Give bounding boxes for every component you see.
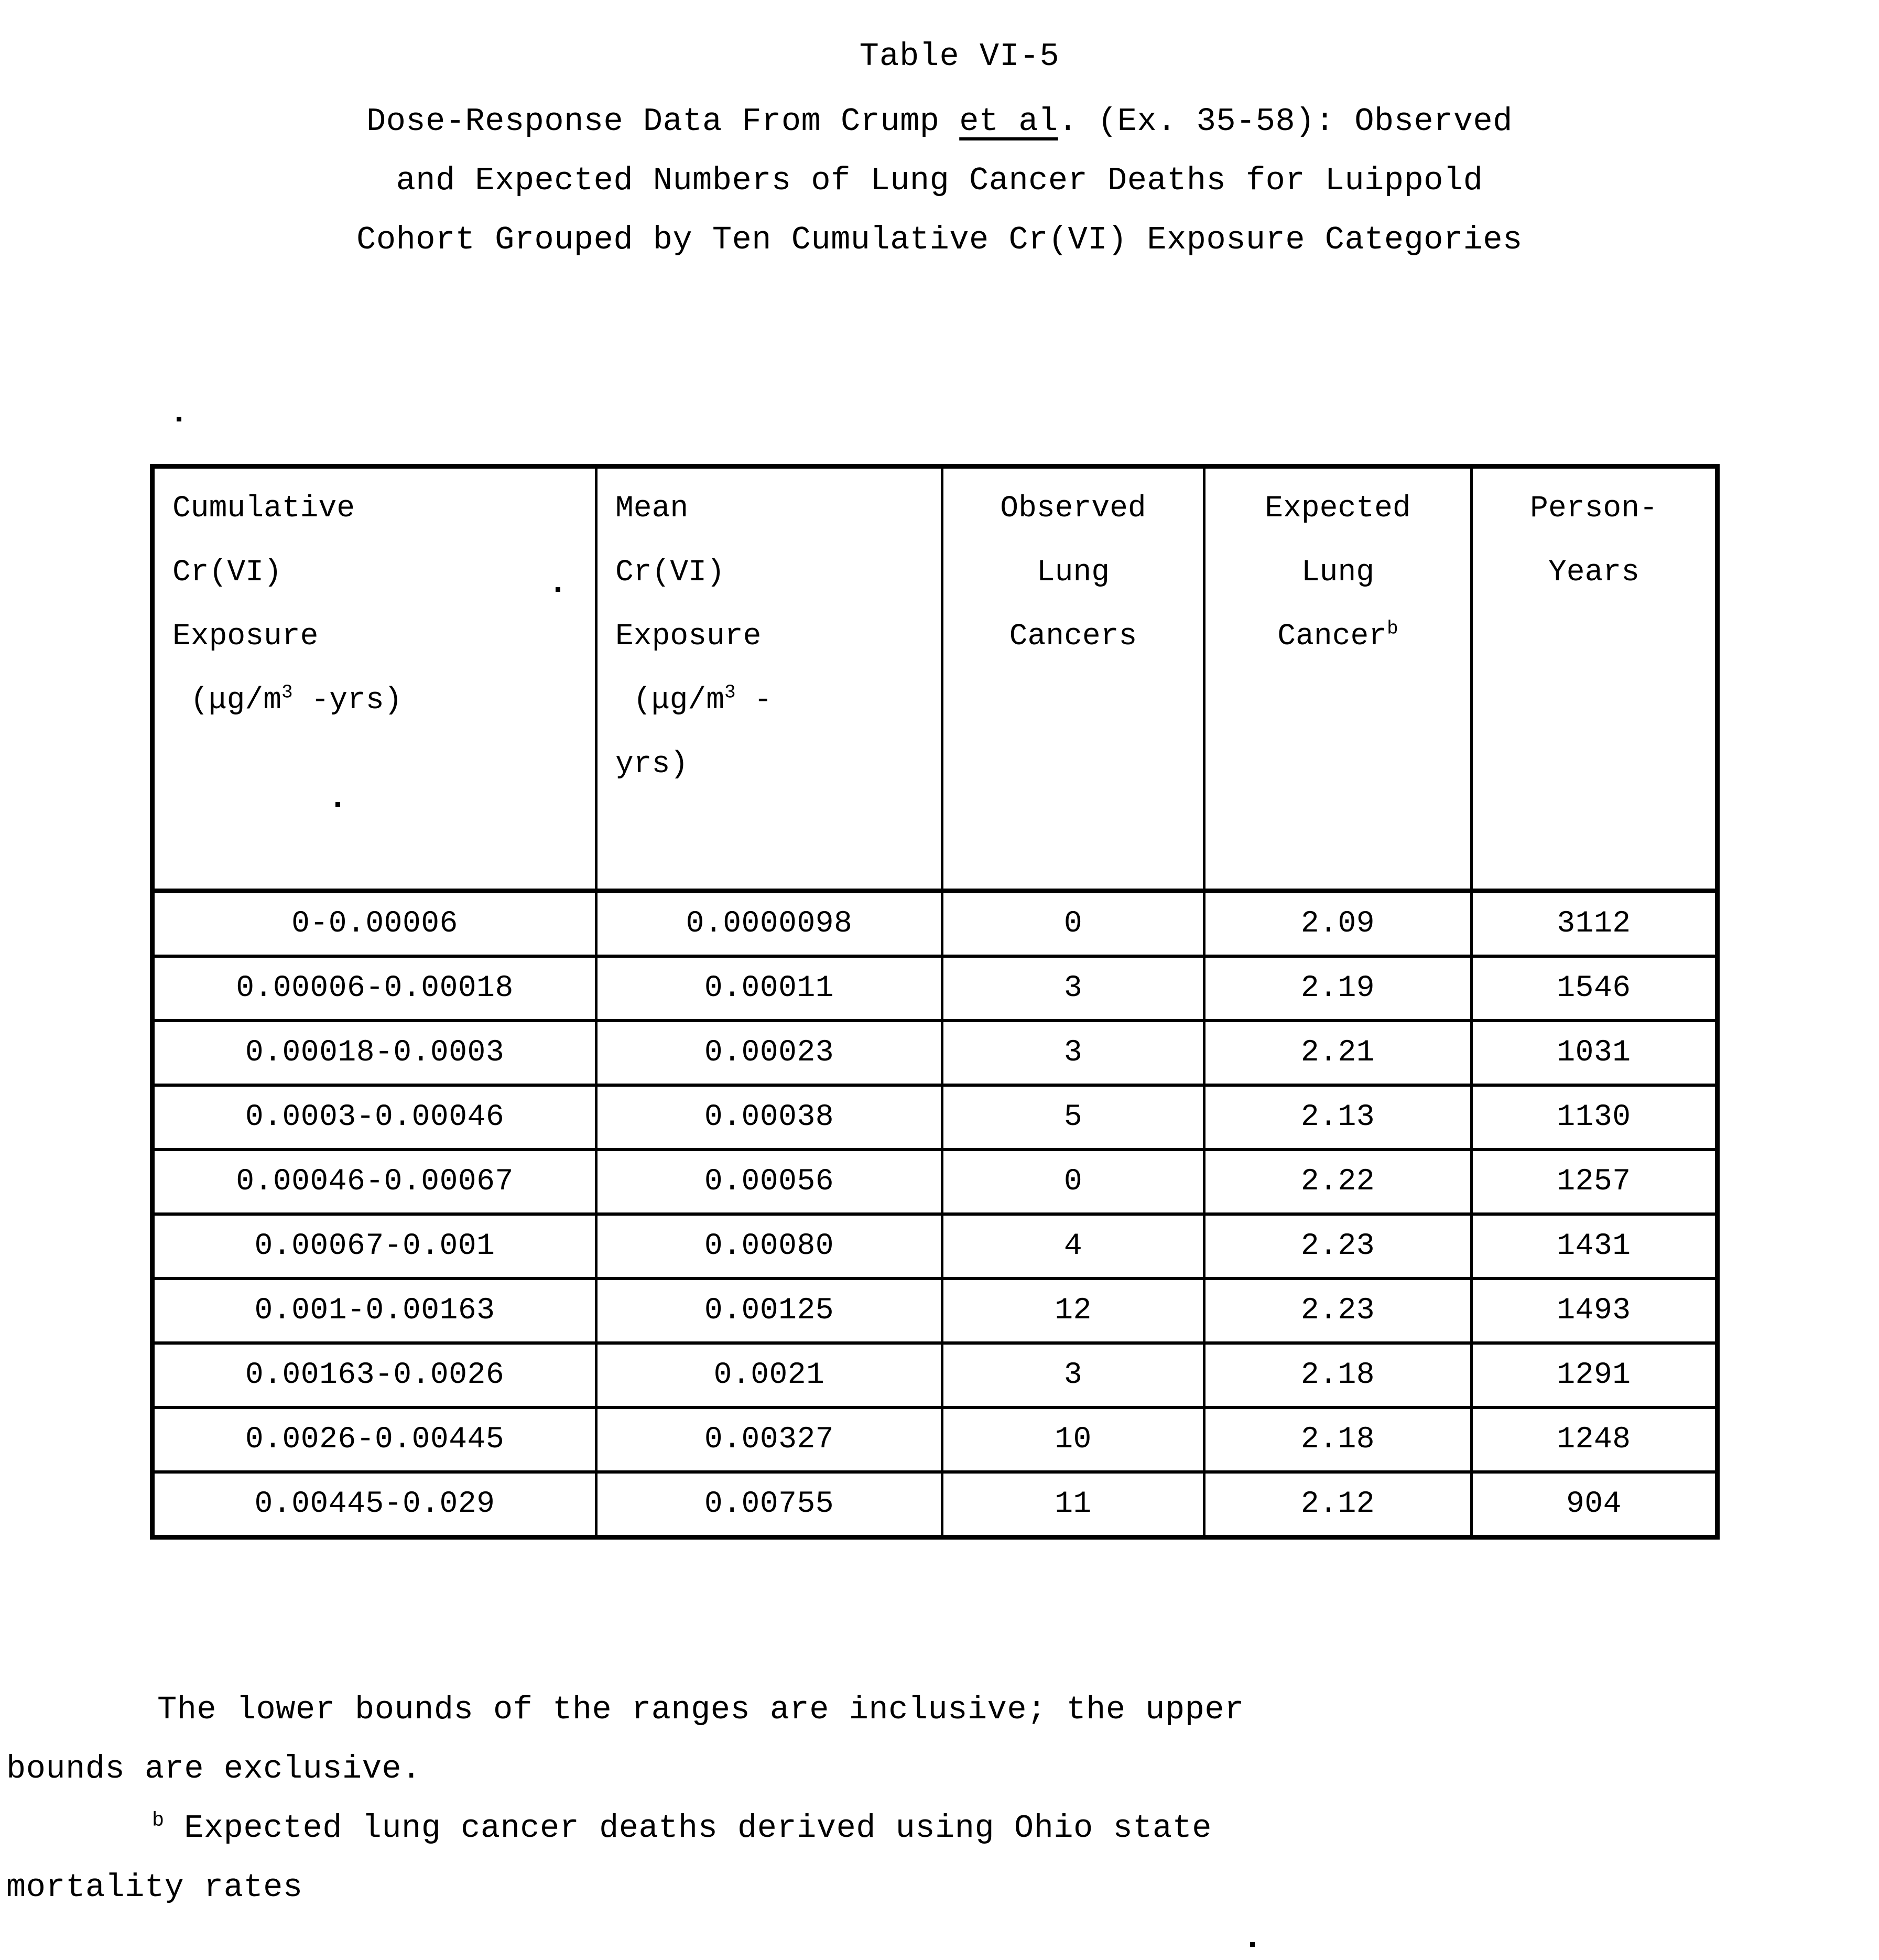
cell-mean-exposure: 0.00080 (596, 1214, 942, 1279)
header-line: Expected (1265, 492, 1411, 526)
cell-expected: 2.12 (1204, 1472, 1472, 1537)
table-row (153, 891, 1718, 957)
cell-expected: 2.21 (1204, 1021, 1472, 1085)
cell-person-years: 1257 (1472, 1150, 1718, 1214)
cell-mean-exposure: 0.00038 (596, 1085, 942, 1150)
cell-observed: 3 (942, 1021, 1204, 1085)
footnote-b-line-2: mortality rates (6, 1869, 303, 1906)
cell-observed: 0 (942, 891, 1204, 957)
footnote-marker-b: b (1387, 618, 1398, 640)
caption-line-1 (0, 92, 1879, 151)
footnote-marker-b: b (152, 1809, 165, 1832)
cell-expected: 2.09 (1204, 891, 1472, 957)
cell-person-years: 1546 (1472, 956, 1718, 1021)
scan-speck (1250, 1942, 1255, 1947)
cell-cumulative-exposure: 0.00046-0.00067 (153, 1150, 596, 1214)
cell-mean-exposure: 0.0021 (596, 1343, 942, 1407)
table-header-row (153, 467, 1718, 891)
cell-person-years: 1291 (1472, 1343, 1718, 1407)
cell-observed: 11 (942, 1472, 1204, 1537)
cell-expected: 2.23 (1204, 1279, 1472, 1343)
table-row (153, 1214, 1718, 1279)
cell-person-years: 904 (1472, 1472, 1718, 1537)
header-line: Cr(VI) (615, 556, 725, 590)
column-header-cumulative-exposure (153, 467, 596, 891)
units-prefix: (μg/m (190, 684, 282, 718)
cell-mean-exposure: 0.00755 (596, 1472, 942, 1537)
page-title (0, 3, 1879, 74)
header-line: Cumulative (172, 492, 355, 526)
cell-observed: 3 (942, 1343, 1204, 1407)
table-row (153, 956, 1718, 1021)
column-header-mean-exposure (596, 467, 942, 891)
header-line-footnoted (1205, 605, 1470, 669)
header-line: Person- (1530, 492, 1658, 526)
cell-observed: 0 (942, 1150, 1204, 1214)
cell-cumulative-exposure: 0.00006-0.00018 (153, 956, 596, 1021)
cell-expected: 2.13 (1204, 1085, 1472, 1150)
dose-response-table (150, 464, 1720, 1540)
cell-person-years: 3112 (1472, 891, 1718, 957)
footnote-a-line-1: The lower bounds of the ranges are inclusive; the upper (157, 1691, 1244, 1728)
footnotes-block (0, 1680, 1879, 1917)
table-row (153, 1279, 1718, 1343)
cell-cumulative-exposure: 0.00067-0.001 (153, 1214, 596, 1279)
cell-person-years: 1493 (1472, 1279, 1718, 1343)
table-row (153, 1472, 1718, 1537)
cell-observed: 10 (942, 1407, 1204, 1472)
header-line: Observed (1000, 492, 1146, 526)
cell-person-years: 1248 (1472, 1407, 1718, 1472)
cell-observed: 4 (942, 1214, 1204, 1279)
table-row (153, 1085, 1718, 1150)
header-text: Cancer (1277, 620, 1387, 654)
cell-expected: 2.23 (1204, 1214, 1472, 1279)
cell-cumulative-exposure: 0.001-0.00163 (153, 1279, 596, 1343)
cell-person-years: 1031 (1472, 1021, 1718, 1085)
header-units (172, 669, 595, 733)
cell-mean-exposure: 0.00056 (596, 1150, 942, 1214)
header-line: Exposure (615, 620, 762, 654)
caption-line-2: and Expected Numbers of Lung Cancer Deaths for Luippold (396, 162, 1483, 199)
caption-et-al: et al (959, 103, 1058, 140)
table-row (153, 1150, 1718, 1214)
cell-mean-exposure: 0.00327 (596, 1407, 942, 1472)
cell-cumulative-exposure: 0.0003-0.00046 (153, 1085, 596, 1150)
column-header-person-years (1472, 467, 1718, 891)
footnote-b-line-1 (0, 1799, 1879, 1858)
table-caption (0, 92, 1879, 269)
header-units-tail: yrs) (615, 748, 689, 782)
cell-person-years: 1130 (1472, 1085, 1718, 1150)
column-header-expected-lung-cancer (1204, 467, 1472, 891)
cell-cumulative-exposure: 0.00163-0.0026 (153, 1343, 596, 1407)
caption-part-1: Dose-Response Data From Crump (366, 103, 960, 140)
cell-observed: 5 (942, 1085, 1204, 1150)
scan-speck (177, 417, 181, 421)
cell-expected: 2.18 (1204, 1343, 1472, 1407)
cell-mean-exposure: 0.0000098 (596, 891, 942, 957)
header-line: Cr(VI) (172, 556, 282, 590)
cell-mean-exposure: 0.00011 (596, 956, 942, 1021)
header-line: Mean (615, 492, 689, 526)
header-units (615, 669, 941, 733)
cell-expected: 2.22 (1204, 1150, 1472, 1214)
footnote-a-line-2: bounds are exclusive. (6, 1750, 421, 1788)
units-superscript: 3 (281, 681, 293, 703)
units-prefix: (μg/m (633, 684, 725, 718)
header-line: Lung (1301, 556, 1375, 590)
cell-mean-exposure: 0.00125 (596, 1279, 942, 1343)
table-body (153, 891, 1718, 1537)
header-line: Cancers (1009, 620, 1137, 654)
cell-cumulative-exposure: 0.00018-0.0003 (153, 1021, 596, 1085)
title-text: Table VI-5 (859, 38, 1060, 75)
table-row (153, 1021, 1718, 1085)
cell-observed: 12 (942, 1279, 1204, 1343)
units-suffix: - (735, 684, 773, 718)
units-superscript: 3 (724, 681, 736, 703)
cell-person-years: 1431 (1472, 1214, 1718, 1279)
footnote-b-text: Expected lung cancer deaths derived using Ohio state (164, 1810, 1212, 1847)
cell-expected: 2.19 (1204, 956, 1472, 1021)
cell-cumulative-exposure: 0-0.00006 (153, 891, 596, 957)
caption-part-2: . (Ex. 35-58): Observed (1058, 103, 1513, 140)
header-line: Lung (1036, 556, 1110, 590)
cell-expected: 2.18 (1204, 1407, 1472, 1472)
column-header-observed-lung-cancers (942, 467, 1204, 891)
cell-observed: 3 (942, 956, 1204, 1021)
cell-cumulative-exposure: 0.00445-0.029 (153, 1472, 596, 1537)
table-row (153, 1407, 1718, 1472)
cell-mean-exposure: 0.00023 (596, 1021, 942, 1085)
cell-cumulative-exposure: 0.0026-0.00445 (153, 1407, 596, 1472)
header-line: Years (1548, 556, 1640, 590)
units-suffix: -yrs) (292, 684, 403, 718)
header-line: Exposure (172, 620, 319, 654)
table-header (153, 467, 1718, 891)
table-row (153, 1343, 1718, 1407)
caption-line-3: Cohort Grouped by Ten Cumulative Cr(VI) Exposure Categories (356, 221, 1523, 258)
